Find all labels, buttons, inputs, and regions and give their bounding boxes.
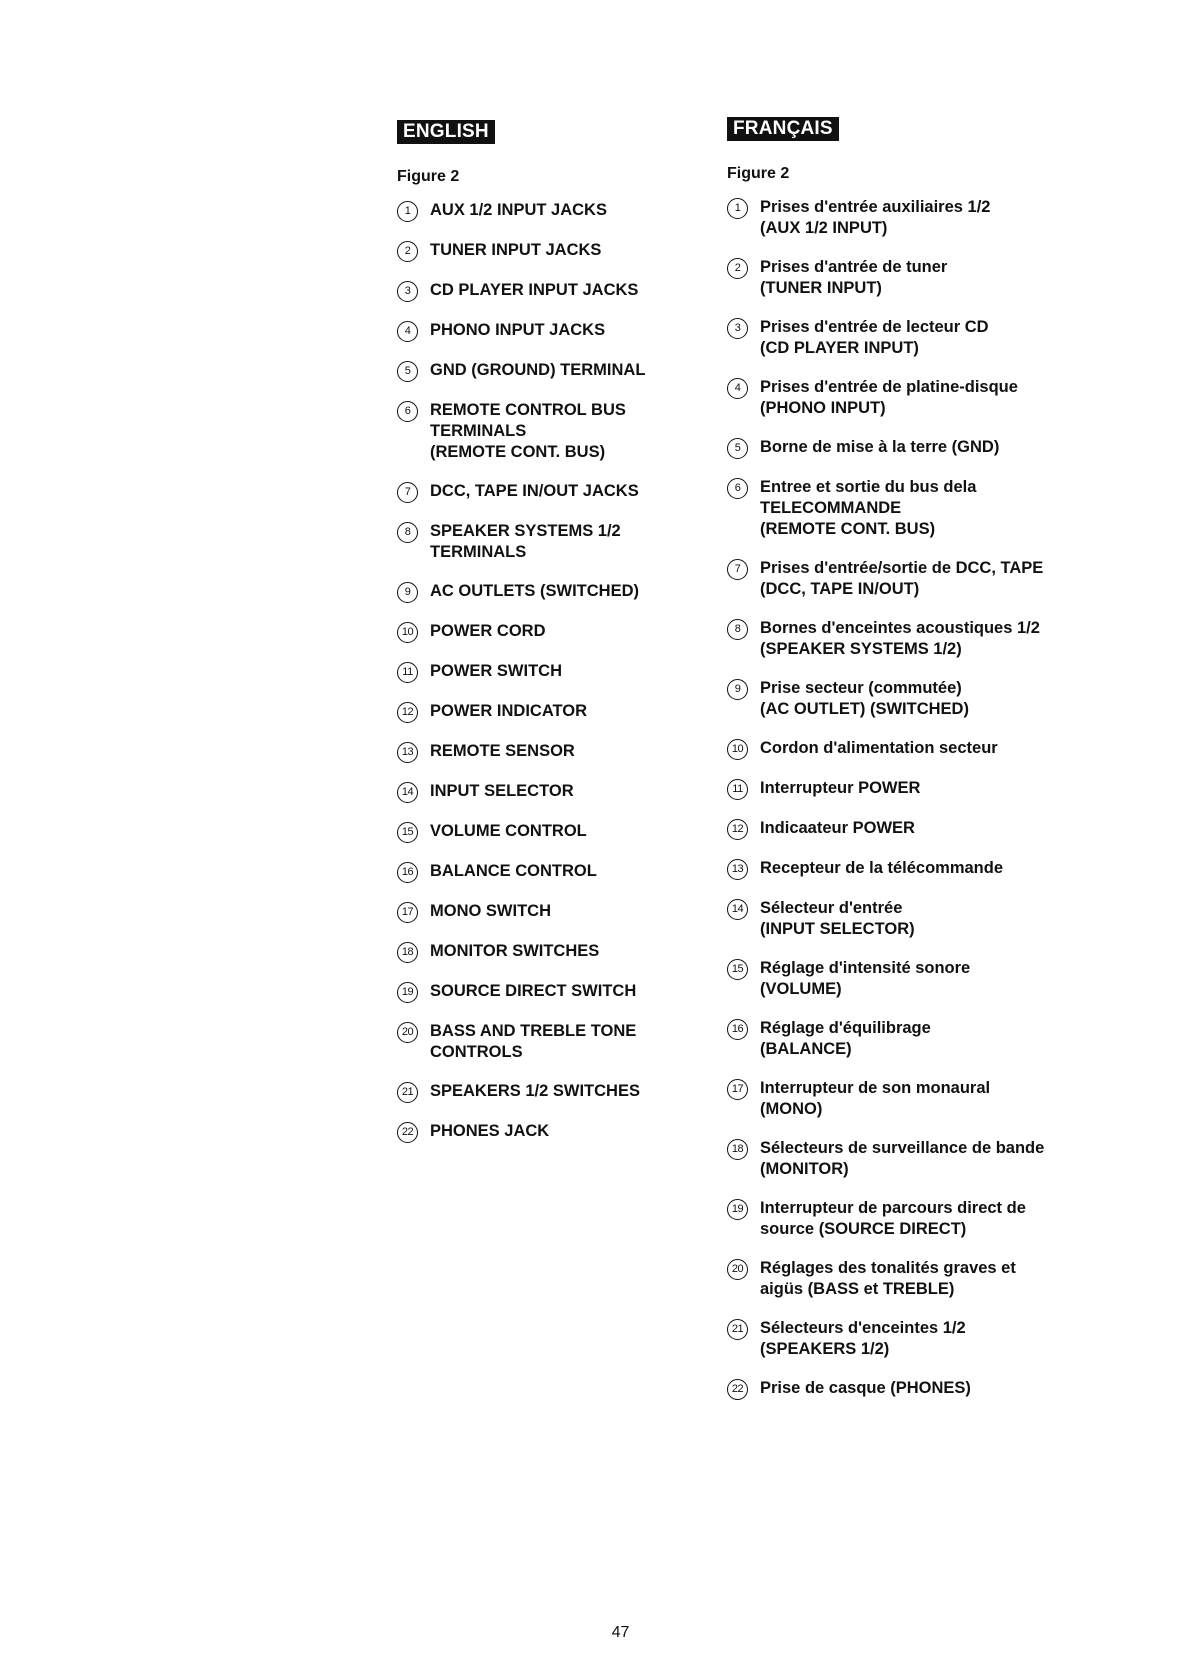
item-text-line: aigüs (BASS et TREBLE) — [760, 1280, 955, 1298]
item-text — [760, 1258, 1016, 1300]
item-text-line: DCC, TAPE IN/OUT JACKS — [430, 482, 639, 500]
item-text-line: Prises d'entrée/sortie de DCC, TAPE — [760, 559, 1044, 577]
item-text — [760, 858, 1003, 879]
list-item — [727, 477, 1087, 540]
item-text — [430, 981, 636, 1002]
item-text — [760, 1198, 1026, 1240]
circled-number-icon: 4 — [397, 321, 418, 342]
item-text-line: PHONO INPUT JACKS — [430, 321, 606, 339]
item-text — [760, 1318, 966, 1360]
circled-number-icon: 15 — [397, 822, 418, 843]
circled-number-icon: 7 — [727, 559, 748, 580]
list-item — [727, 678, 1087, 720]
item-text-line: POWER INDICATOR — [430, 702, 588, 720]
item-text-line: TERMINALS — [430, 422, 527, 440]
item-text-line: TERMINALS — [430, 543, 527, 561]
item-text — [760, 678, 969, 720]
list-item — [727, 1198, 1087, 1240]
list-item — [397, 360, 697, 382]
item-text — [430, 320, 605, 341]
item-text-line: MONO SWITCH — [430, 902, 551, 920]
list-item — [727, 1318, 1087, 1360]
item-text — [430, 781, 574, 802]
item-text — [430, 1021, 636, 1063]
item-text-line: Interrupteur de parcours direct de — [760, 1199, 1026, 1217]
circled-number-icon: 15 — [727, 959, 748, 980]
item-text-line: Recepteur de la télécommande — [760, 859, 1004, 877]
item-text-line: AUX 1/2 INPUT JACKS — [430, 201, 607, 219]
item-text-line: INPUT SELECTOR — [430, 782, 574, 800]
english-item-list — [397, 200, 697, 1143]
item-text-line: Interrupteur de son monaural — [760, 1079, 991, 1097]
circled-number-icon: 21 — [727, 1319, 748, 1340]
english-column — [397, 120, 697, 1161]
item-text — [760, 738, 998, 759]
item-text — [430, 240, 601, 261]
item-text — [430, 400, 626, 463]
item-text — [430, 901, 551, 922]
item-text-line: AC OUTLETS (SWITCHED) — [430, 582, 639, 600]
list-item — [727, 618, 1087, 660]
list-item — [397, 981, 697, 1003]
item-text — [430, 701, 587, 722]
list-item — [397, 320, 697, 342]
list-item — [397, 621, 697, 643]
circled-number-icon: 5 — [727, 438, 748, 459]
circled-number-icon: 10 — [397, 622, 418, 643]
list-item — [727, 958, 1087, 1000]
item-text-line: SPEAKERS 1/2 SWITCHES — [430, 1082, 640, 1100]
item-text-line: (SPEAKERS 1/2) — [760, 1340, 890, 1358]
circled-number-icon: 11 — [727, 779, 748, 800]
list-item — [397, 861, 697, 883]
circled-number-icon: 11 — [397, 662, 418, 683]
item-text — [430, 661, 562, 682]
circled-number-icon: 16 — [727, 1019, 748, 1040]
circled-number-icon: 22 — [397, 1122, 418, 1143]
item-text — [760, 958, 970, 1000]
circled-number-icon: 12 — [397, 702, 418, 723]
circled-number-icon: 14 — [397, 782, 418, 803]
item-text-line: (CD PLAYER INPUT) — [760, 339, 919, 357]
item-text-line: Sélecteurs de surveillance de bande — [760, 1139, 1045, 1157]
circled-number-icon: 6 — [727, 478, 748, 499]
circled-number-icon: 16 — [397, 862, 418, 883]
item-text-line: Prises d'antrée de tuner — [760, 258, 948, 276]
list-item — [397, 701, 697, 723]
circled-number-icon: 20 — [727, 1259, 748, 1280]
item-text-line: (MONO) — [760, 1100, 823, 1118]
circled-number-icon: 20 — [397, 1022, 418, 1043]
list-item — [397, 901, 697, 923]
list-item — [397, 741, 697, 763]
list-item — [727, 858, 1087, 880]
item-text-line: (VOLUME) — [760, 980, 842, 998]
item-text — [760, 898, 915, 940]
circled-number-icon: 3 — [397, 281, 418, 302]
item-text-line: Réglage d'équilibrage — [760, 1019, 931, 1037]
item-text-line: (TUNER INPUT) — [760, 279, 882, 297]
list-item — [727, 317, 1087, 359]
list-item — [397, 240, 697, 262]
item-text — [760, 618, 1040, 660]
item-text-line: TUNER INPUT JACKS — [430, 241, 602, 259]
english-language-label: ENGLISH — [397, 120, 495, 144]
circled-number-icon: 2 — [397, 241, 418, 262]
circled-number-icon: 17 — [727, 1079, 748, 1100]
item-text-line: (MONITOR) — [760, 1160, 849, 1178]
list-item — [397, 781, 697, 803]
item-text — [430, 741, 575, 762]
item-text-line: Réglage d'intensité sonore — [760, 959, 971, 977]
list-item — [397, 1021, 697, 1063]
list-item — [397, 200, 697, 222]
item-text — [430, 1081, 640, 1102]
item-text — [430, 481, 639, 502]
circled-number-icon: 13 — [727, 859, 748, 880]
circled-number-icon: 22 — [727, 1379, 748, 1400]
item-text-line: (AC OUTLET) (SWITCHED) — [760, 700, 969, 718]
circled-number-icon: 14 — [727, 899, 748, 920]
item-text — [430, 861, 597, 882]
item-text-line: Cordon d'alimentation secteur — [760, 739, 998, 757]
list-item — [727, 1378, 1087, 1400]
item-text — [430, 200, 607, 221]
item-text — [760, 257, 947, 299]
item-text — [430, 821, 587, 842]
item-text-line: MONITOR SWITCHES — [430, 942, 600, 960]
item-text-line: (SPEAKER SYSTEMS 1/2) — [760, 640, 962, 658]
item-text — [760, 1138, 1044, 1180]
item-text-line: POWER SWITCH — [430, 662, 562, 680]
item-text-line: TELECOMMANDE — [760, 499, 902, 517]
circled-number-icon: 8 — [727, 619, 748, 640]
item-text-line: Indicaateur POWER — [760, 819, 915, 837]
item-text-line: (REMOTE CONT. BUS) — [760, 520, 936, 538]
item-text-line: BASS AND TREBLE TONE — [430, 1022, 637, 1040]
item-text-line: (INPUT SELECTOR) — [760, 920, 915, 938]
item-text — [760, 197, 990, 239]
circled-number-icon: 1 — [727, 198, 748, 219]
item-text-line: Entree et sortie du bus dela — [760, 478, 977, 496]
circled-number-icon: 5 — [397, 361, 418, 382]
list-item — [397, 280, 697, 302]
item-text-line: Prises d'entrée auxiliaires 1/2 — [760, 198, 991, 216]
item-text-line: Borne de mise à la terre (GND) — [760, 438, 1000, 456]
item-text-line: (PHONO INPUT) — [760, 399, 886, 417]
item-text — [430, 360, 645, 381]
circled-number-icon: 19 — [727, 1199, 748, 1220]
english-figure-title: Figure 2 — [397, 168, 460, 185]
item-text-line: Réglages des tonalités graves et — [760, 1259, 1016, 1277]
list-item — [397, 941, 697, 963]
item-text-line: Sélecteurs d'enceintes 1/2 — [760, 1319, 966, 1337]
item-text-line: VOLUME CONTROL — [430, 822, 587, 840]
circled-number-icon: 6 — [397, 401, 418, 422]
item-text-line: GND (GROUND) TERMINAL — [430, 361, 646, 379]
item-text — [760, 1378, 971, 1399]
item-text-line: CD PLAYER INPUT JACKS — [430, 281, 639, 299]
item-text-line: (REMOTE CONT. BUS) — [430, 443, 606, 461]
list-item — [397, 521, 697, 563]
circled-number-icon: 9 — [727, 679, 748, 700]
list-item — [727, 1018, 1087, 1060]
list-item — [397, 481, 697, 503]
list-item — [727, 437, 1087, 459]
item-text — [760, 317, 989, 359]
item-text — [760, 377, 1018, 419]
circled-number-icon: 12 — [727, 819, 748, 840]
item-text-line: Prises d'entrée de lecteur CD — [760, 318, 989, 336]
item-text — [760, 1078, 990, 1120]
item-text-line: BALANCE CONTROL — [430, 862, 597, 880]
circled-number-icon: 10 — [727, 739, 748, 760]
circled-number-icon: 9 — [397, 582, 418, 603]
item-text-line: Interrupteur POWER — [760, 779, 921, 797]
item-text — [760, 558, 1043, 600]
item-text — [430, 280, 638, 301]
item-text — [430, 1121, 549, 1142]
list-item — [397, 581, 697, 603]
list-item — [727, 738, 1087, 760]
circled-number-icon: 21 — [397, 1082, 418, 1103]
page-number: 47 — [611, 1624, 630, 1641]
circled-number-icon: 19 — [397, 982, 418, 1003]
item-text-line: Prises d'entrée de platine-disque — [760, 378, 1018, 396]
item-text-line: (DCC, TAPE IN/OUT) — [760, 580, 920, 598]
circled-number-icon: 13 — [397, 742, 418, 763]
circled-number-icon: 8 — [397, 522, 418, 543]
item-text-line: REMOTE CONTROL BUS — [430, 401, 626, 419]
item-text-line: Prise secteur (commutée) — [760, 679, 962, 697]
list-item — [397, 1081, 697, 1103]
list-item — [727, 778, 1087, 800]
item-text — [760, 1018, 931, 1060]
item-text-line: Bornes d'enceintes acoustiques 1/2 — [760, 619, 1040, 637]
item-text-line: (BALANCE) — [760, 1040, 852, 1058]
list-item — [397, 400, 697, 463]
list-item — [727, 818, 1087, 840]
list-item — [397, 661, 697, 683]
list-item — [727, 1078, 1087, 1120]
list-item — [727, 558, 1087, 600]
list-item — [727, 257, 1087, 299]
item-text-line: SPEAKER SYSTEMS 1/2 — [430, 522, 621, 540]
circled-number-icon: 1 — [397, 201, 418, 222]
circled-number-icon: 2 — [727, 258, 748, 279]
item-text — [430, 521, 621, 563]
item-text-line: REMOTE SENSOR — [430, 742, 575, 760]
french-item-list — [727, 197, 1087, 1400]
item-text — [760, 477, 976, 540]
list-item — [397, 1121, 697, 1143]
item-text-line: POWER CORD — [430, 622, 546, 640]
list-item — [727, 197, 1087, 239]
french-language-label: FRANÇAIS — [727, 117, 839, 141]
list-item — [397, 821, 697, 843]
list-item — [727, 1138, 1087, 1180]
item-text-line: Sélecteur d'entrée — [760, 899, 903, 917]
item-text-line: Prise de casque (PHONES) — [760, 1379, 971, 1397]
circled-number-icon: 17 — [397, 902, 418, 923]
item-text — [760, 778, 920, 799]
french-figure-title: Figure 2 — [727, 165, 790, 182]
item-text-line: SOURCE DIRECT SWITCH — [430, 982, 637, 1000]
item-text-line: (AUX 1/2 INPUT) — [760, 219, 888, 237]
item-text — [430, 941, 599, 962]
list-item — [727, 898, 1087, 940]
list-item — [727, 377, 1087, 419]
circled-number-icon: 7 — [397, 482, 418, 503]
item-text — [430, 621, 546, 642]
item-text — [430, 581, 639, 602]
item-text-line: source (SOURCE DIRECT) — [760, 1220, 967, 1238]
circled-number-icon: 3 — [727, 318, 748, 339]
circled-number-icon: 4 — [727, 378, 748, 399]
french-column — [727, 117, 1087, 1418]
circled-number-icon: 18 — [397, 942, 418, 963]
list-item — [727, 1258, 1087, 1300]
page-number-area — [0, 1624, 1179, 1642]
circled-number-icon: 18 — [727, 1139, 748, 1160]
item-text-line: CONTROLS — [430, 1043, 523, 1061]
item-text — [760, 818, 915, 839]
item-text — [760, 437, 999, 458]
item-text-line: PHONES JACK — [430, 1122, 550, 1140]
